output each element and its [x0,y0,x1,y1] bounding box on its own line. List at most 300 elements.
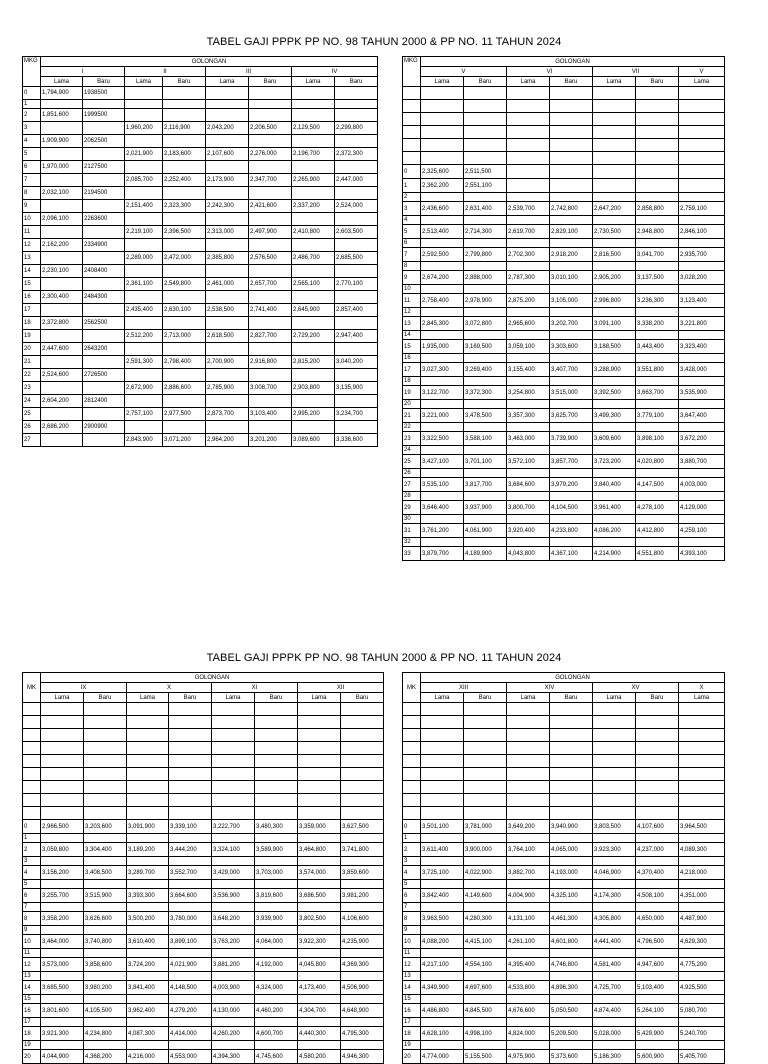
salary-cell: 4,975,900 [507,1050,550,1064]
salary-cell [464,285,507,294]
salary-cell [464,880,507,889]
baru-column-header: Baru [169,693,212,703]
salary-cell: 2,729,200 [292,330,335,343]
salary-cell: 2,043,200 [206,122,249,135]
row-key-cell: 4 [23,135,41,148]
salary-cell [255,794,298,807]
salary-cell: 2,741,400 [249,304,292,317]
salary-cell: 3,763,200 [212,935,255,949]
salary-cell [593,139,636,152]
salary-cell [169,716,212,729]
salary-cell [292,421,335,434]
salary-cell [41,716,84,729]
group-header: I [41,67,125,77]
salary-cell [127,794,169,807]
salary-cell: 4,192,000 [255,958,298,972]
salary-cell [550,768,593,781]
salary-cell [421,446,464,455]
salary-cell [125,109,163,122]
salary-cell: 4,088,200 [421,935,464,949]
row-key-cell [403,768,421,781]
salary-cell: 2,815,200 [292,356,335,369]
salary-cell [341,729,384,742]
salary-cell [125,421,163,434]
row-key-cell: 14 [403,981,421,995]
salary-cell [464,926,507,935]
salary-cell: 4,233,800 [550,524,593,538]
salary-cell: 4,796,500 [636,935,679,949]
salary-cell [679,1018,725,1027]
salary-cell [41,926,84,935]
salary-cell [679,165,725,179]
salary-cell: 3,552,700 [169,866,212,880]
salary-cell: 4,581,400 [593,958,636,972]
salary-cell: 4,324,000 [255,981,298,995]
salary-cell [169,949,212,958]
salary-cell [464,152,507,165]
salary-cell [84,742,127,755]
salary-cell: 2,551,100 [464,179,507,193]
table-row [23,903,384,912]
salary-cell: 1999500 [83,109,125,122]
salary-cell [212,857,255,866]
salary-cell: 3,169,500 [464,340,507,354]
salary-cell [593,216,636,225]
salary-cell: 2,647,200 [593,202,636,216]
salary-cell [206,213,249,226]
salary-cell [636,193,679,202]
salary-cell [127,742,169,755]
salary-cell [679,152,725,165]
salary-cell [41,408,83,421]
baru-column-header: Baru [464,77,507,87]
salary-cell [636,515,679,524]
row-key-cell: 0 [23,820,41,834]
salary-cell [464,216,507,225]
salary-cell: 3,842,400 [421,889,464,903]
table-row [23,109,378,122]
salary-cell [507,331,550,340]
group-header: II [125,67,206,77]
salary-cell [593,807,636,820]
salary-cell: 3,443,400 [636,340,679,354]
salary-cell: 4,280,300 [464,912,507,926]
salary-cell [636,781,679,794]
salary-cell [83,226,125,239]
salary-cell: 5,240,700 [679,1027,725,1041]
salary-cell [206,87,249,100]
salary-cell [83,100,125,109]
salary-cell [593,972,636,981]
table-row [23,958,384,972]
salary-cell: 4,580,200 [298,1050,341,1064]
salary-cell [292,369,335,382]
salary-cell: 5,080,700 [679,1004,725,1018]
salary-cell: 3,649,200 [507,820,550,834]
salary-cell: 2,032,100 [41,187,83,200]
salary-cell: 4,824,000 [507,1027,550,1041]
salary-cell [421,239,464,248]
table-row [403,866,725,880]
salary-cell: 2,461,000 [206,278,249,291]
table-row [23,935,384,949]
table-row [403,834,725,843]
salary-cell: 4,506,900 [341,981,384,995]
key-column-header: MK [23,673,41,703]
table-row [403,165,725,179]
salary-cell: 5,155,500 [464,1050,507,1064]
salary-cell: 2484300 [83,291,125,304]
salary-cell [206,100,249,109]
salary-cell [636,807,679,820]
salary-cell: 4,998,100 [464,1027,507,1041]
salary-cell: 4,043,800 [507,547,550,561]
salary-cell: 4,193,000 [550,866,593,880]
salary-cell [593,446,636,455]
salary-cell [679,903,725,912]
salary-cell [341,834,384,843]
salary-cell [255,949,298,958]
row-key-cell: 18 [23,317,41,330]
salary-cell [421,742,464,755]
group-header: IV [292,67,378,77]
salary-cell: 3,059,800 [41,843,84,857]
row-key-cell [23,807,41,820]
salary-cell [636,538,679,547]
salary-cell [507,903,550,912]
salary-cell [550,126,593,139]
salary-cell [335,265,378,278]
salary-cell [341,926,384,935]
salary-cell [421,926,464,935]
row-key-cell: 19 [403,386,421,400]
salary-cell [335,343,378,356]
salary-cell [593,857,636,866]
salary-cell [41,794,84,807]
salary-cell [593,152,636,165]
salary-cell: 3,664,600 [169,889,212,903]
row-key-cell: 17 [23,304,41,317]
salary-cell [550,193,593,202]
salary-cell: 4,394,300 [212,1050,255,1064]
table-row [23,742,384,755]
salary-cell: 2,619,700 [507,225,550,239]
salary-cell [593,308,636,317]
row-key-cell: 32 [403,538,421,547]
salary-cell [507,716,550,729]
salary-cell [464,139,507,152]
salary-cell [679,100,725,113]
salary-cell: 4,874,400 [593,1004,636,1018]
salary-cell [421,262,464,271]
salary-cell [249,161,292,174]
salary-cell [292,109,335,122]
salary-cell: 3,202,700 [550,317,593,331]
salary-cell [550,113,593,126]
salary-cell [679,179,725,193]
table-row [403,354,725,363]
salary-cell: 3,234,700 [335,408,378,421]
salary-cell: 3,478,500 [464,409,507,423]
table-row [403,271,725,285]
salary-cell: 4,064,000 [255,935,298,949]
salary-cell [84,1018,127,1027]
salary-cell [464,239,507,248]
salary-cell: 2,827,700 [249,330,292,343]
table-row [403,363,725,377]
salary-cell: 3,940,900 [550,820,593,834]
salary-cell [636,834,679,843]
salary-cell [421,768,464,781]
salary-cell [298,834,341,843]
salary-cell: 3,663,700 [636,386,679,400]
salary-cell: 3,221,000 [421,409,464,423]
salary-cell [206,265,249,278]
salary-cell [464,742,507,755]
salary-cell [636,703,679,716]
salary-cell: 2,977,500 [163,408,206,421]
salary-cell [206,421,249,434]
key-column-header: MKG [403,57,421,87]
salary-cell [679,768,725,781]
salary-cell: 4,105,500 [84,1004,127,1018]
salary-cell [507,193,550,202]
salary-cell [593,492,636,501]
table-row [23,395,378,408]
salary-cell: 4,368,200 [84,1050,127,1064]
row-key-cell [403,794,421,807]
table-row [23,794,384,807]
row-key-cell: 8 [23,912,41,926]
salary-cell [593,239,636,248]
salary-cell [679,331,725,340]
salary-cell: 2,875,200 [507,294,550,308]
salary-cell: 3,979,200 [550,478,593,492]
salary-cell [41,768,84,781]
salary-cell [255,703,298,716]
salary-cell: 5,264,100 [636,1004,679,1018]
salary-cell: 2,372,300 [335,148,378,161]
salary-cell [636,995,679,1004]
salary-cell: 4,486,800 [421,1004,464,1018]
salary-cell: 4,725,700 [593,981,636,995]
row-key-cell: 7 [403,248,421,262]
salary-cell: 3,703,000 [255,866,298,880]
row-key-cell: 12 [403,958,421,972]
salary-cell: 4,003,900 [212,981,255,995]
row-key-cell: 9 [23,200,41,213]
salary-cell: 2,323,300 [163,200,206,213]
row-key-cell: 16 [23,291,41,304]
salary-cell: 1,970,000 [41,161,83,174]
table-row [403,949,725,958]
salary-cell [335,100,378,109]
table-row [23,716,384,729]
salary-cell: 4,173,400 [298,981,341,995]
golongan-header: GOLONGAN [41,673,384,683]
table-row [23,1041,384,1050]
row-key-cell: 26 [403,469,421,478]
row-key-cell: 0 [403,820,421,834]
row-key-cell: 22 [23,369,41,382]
salary-cell [41,949,84,958]
salary-cell: 4,370,400 [636,866,679,880]
row-key-cell: 17 [403,363,421,377]
salary-cell [679,880,725,889]
table-row [23,995,384,1004]
salary-cell [507,87,550,100]
salary-cell [41,252,83,265]
salary-cell [550,331,593,340]
salary-cell [421,400,464,409]
row-key-cell: 21 [403,409,421,423]
salary-cell: 4,393,100 [679,547,725,561]
salary-cell: 2,385,800 [206,252,249,265]
row-key-cell: 4 [403,216,421,225]
row-key-cell: 8 [23,187,41,200]
lama-column-header: Lama [679,693,725,703]
salary-cell [84,995,127,1004]
row-key-cell: 30 [403,515,421,524]
salary-table-t4 [402,672,725,1064]
salary-cell [464,794,507,807]
salary-cell [550,995,593,1004]
salary-cell: 2,857,400 [335,304,378,317]
salary-cell: 2,730,500 [593,225,636,239]
salary-cell: 4,395,400 [507,958,550,972]
salary-cell: 4,234,800 [84,1027,127,1041]
salary-cell: 3,573,000 [41,958,84,972]
lama-column-header: Lama [206,77,249,87]
salary-cell: 3,922,300 [298,935,341,949]
lama-column-header: Lama [41,77,83,87]
salary-cell [249,265,292,278]
salary-cell: 2,265,900 [292,174,335,187]
salary-cell [41,1018,84,1027]
salary-cell: 2062500 [83,135,125,148]
salary-cell [298,857,341,866]
salary-cell: 2,702,300 [507,248,550,262]
salary-cell [169,857,212,866]
salary-cell [125,239,163,252]
salary-cell [679,807,725,820]
table-row [403,1050,725,1064]
salary-cell: 2,565,100 [292,278,335,291]
salary-cell [550,755,593,768]
salary-cell [636,216,679,225]
table-row [403,285,725,294]
salary-cell: 2,513,400 [421,225,464,239]
salary-cell: 2127500 [83,161,125,174]
salary-cell [83,330,125,343]
salary-cell: 3,463,000 [507,432,550,446]
salary-cell: 3,964,500 [679,820,725,834]
salary-cell: 2,686,200 [41,421,83,434]
row-key-cell: 11 [403,294,421,308]
table-row [403,139,725,152]
salary-cell [550,515,593,524]
salary-table-t1 [22,56,378,447]
salary-cell [125,135,163,148]
table-row [23,330,378,343]
salary-cell [125,161,163,174]
salary-cell: 4,147,500 [636,478,679,492]
salary-cell [421,1041,464,1050]
salary-cell: 5,405,700 [679,1050,725,1064]
salary-cell [298,807,341,820]
salary-cell [507,354,550,363]
salary-cell: 4,260,200 [212,1027,255,1041]
salary-cell: 3,464,800 [298,843,341,857]
salary-cell [636,972,679,981]
salary-cell [636,903,679,912]
salary-cell [679,995,725,1004]
salary-cell [292,265,335,278]
salary-cell [593,113,636,126]
row-key-cell: 3 [23,857,41,866]
salary-cell: 4,650,000 [636,912,679,926]
baru-column-header: Baru [255,693,298,703]
salary-cell: 2,905,200 [593,271,636,285]
salary-table-2-wrap [402,56,768,557]
salary-cell [421,1018,464,1027]
salary-cell [550,538,593,547]
salary-cell [550,716,593,729]
salary-cell: 4,021,900 [169,958,212,972]
salary-cell [421,703,464,716]
baru-column-header: Baru [636,77,679,87]
salary-cell [421,834,464,843]
salary-cell: 3,899,100 [169,935,212,949]
salary-cell [507,742,550,755]
salary-cell: 2,630,100 [163,304,206,317]
salary-cell [593,87,636,100]
salary-cell [550,949,593,958]
salary-cell: 3,269,400 [464,363,507,377]
row-key-cell: 7 [23,903,41,912]
salary-cell [206,343,249,356]
salary-cell: 2,325,600 [421,165,464,179]
lama-column-header: Lama [593,693,636,703]
salary-cell: 3,155,400 [507,363,550,377]
salary-cell: 2,742,800 [550,202,593,216]
row-key-cell: 16 [403,354,421,363]
salary-cell [507,794,550,807]
salary-table-4-wrap [402,672,768,1060]
row-key-cell: 0 [403,165,421,179]
salary-cell: 4,845,500 [464,1004,507,1018]
salary-cell [298,1041,341,1050]
salary-cell: 3,203,600 [84,820,127,834]
salary-cell: 3,288,900 [593,363,636,377]
salary-cell: 3,089,600 [292,434,335,447]
salary-cell: 2,948,800 [636,225,679,239]
salary-cell [292,239,335,252]
salary-cell [212,807,255,820]
row-key-cell: 19 [23,1041,41,1050]
salary-cell: 2,173,900 [206,174,249,187]
salary-cell [125,369,163,382]
salary-cell: 5,429,900 [636,1027,679,1041]
salary-cell [507,285,550,294]
salary-cell: 2,592,500 [421,248,464,262]
row-key-cell: 5 [23,148,41,161]
salary-cell [550,285,593,294]
salary-cell [341,716,384,729]
salary-cell: 3,091,100 [593,317,636,331]
salary-cell: 3,610,400 [127,935,169,949]
salary-cell: 4,367,100 [550,547,593,561]
